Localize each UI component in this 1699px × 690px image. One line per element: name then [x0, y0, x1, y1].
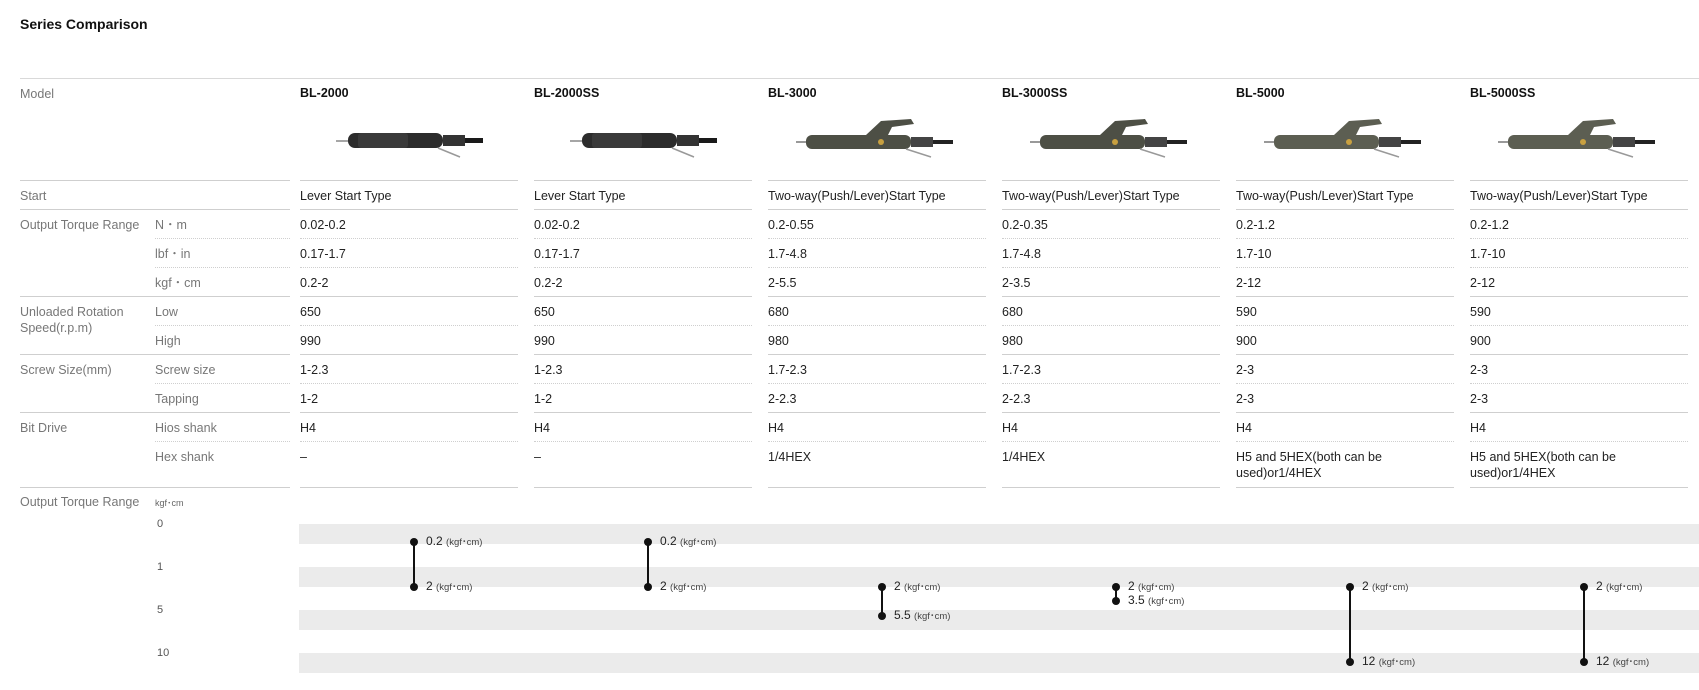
chart-min-value: 2 [1128, 579, 1135, 593]
screwdriver-image [562, 115, 732, 165]
row-divider [1236, 296, 1454, 297]
row-divider [1236, 354, 1454, 355]
row-divider-dotted [1470, 325, 1688, 326]
row-divider-dotted [300, 383, 518, 384]
model-name: BL-2000SS [534, 86, 600, 100]
chart-unit: (kgf･cm) [1606, 582, 1643, 593]
cell-start: Lever Start Type [300, 189, 392, 203]
row-divider [300, 180, 518, 181]
cell-screw-size: 1.7-2.3 [768, 363, 807, 377]
cell-kgf: 2-12 [1470, 276, 1496, 290]
row-divider [300, 487, 518, 488]
chart-unit: (kgf･cm) [1378, 657, 1416, 668]
cell-screw-size: 2-3 [1236, 363, 1255, 377]
cell-screw-size: 1-2.3 [534, 363, 563, 377]
row-divider [1236, 487, 1454, 488]
cell-lbf: 0.17-1.7 [300, 247, 346, 261]
cell-kgf: 2-12 [1236, 276, 1262, 290]
chart-min-point [878, 583, 886, 591]
row-divider [534, 296, 752, 297]
row-divider [1236, 412, 1454, 413]
cell-hios: H4 [1470, 421, 1486, 435]
chart-band [299, 653, 1699, 673]
row-divider [1470, 180, 1688, 181]
row-divider-dotted [1236, 238, 1454, 239]
cell-hios: H4 [1236, 421, 1252, 435]
sub-label-screw-size: Screw size [155, 363, 216, 377]
row-divider [1470, 487, 1688, 488]
row-divider [300, 354, 518, 355]
row-divider-dotted [300, 238, 518, 239]
row-label-bit: Bit Drive [20, 421, 68, 435]
screwdriver-image [328, 115, 498, 165]
row-divider-dotted [1002, 325, 1220, 326]
model-name: BL-5000 [1236, 86, 1285, 100]
cell-high: 980 [768, 334, 789, 348]
sub-label-high: High [155, 334, 181, 348]
cell-hex: 1/4HEX [768, 450, 812, 464]
cell-high: 990 [534, 334, 555, 348]
cell-tapping: 2-3 [1470, 392, 1489, 406]
chart-min-point [410, 538, 418, 546]
row-divider [20, 487, 290, 488]
row-divider [1002, 354, 1220, 355]
row-divider [1236, 209, 1454, 210]
row-divider-dotted [768, 238, 986, 239]
chart-max-value: 2 [660, 579, 667, 593]
cell-screw-size: 1.7-2.3 [1002, 363, 1041, 377]
row-divider [534, 412, 752, 413]
row-divider [1002, 296, 1220, 297]
cell-high: 990 [300, 334, 321, 348]
page-title: Series Comparison [20, 16, 148, 32]
row-divider [1470, 296, 1688, 297]
sub-label-lbf: lbf・in [155, 247, 191, 261]
row-divider-dotted [1236, 383, 1454, 384]
row-divider [534, 180, 752, 181]
chart-unit: (kgf･cm) [1612, 657, 1650, 668]
cell-hex: H5 and 5HEX(both can be used)or1/4HEX [1470, 450, 1616, 480]
row-divider-dotted [1002, 383, 1220, 384]
row-label-start: Start [20, 189, 47, 203]
chart-unit: (kgf･cm) [914, 611, 951, 622]
row-divider-dotted [1236, 267, 1454, 268]
sub-label-hios: Hios shank [155, 421, 217, 435]
chart-unit: (kgf･cm) [680, 537, 717, 548]
cell-start: Two-way(Push/Lever)Start Type [1002, 189, 1180, 203]
cell-hex: 1/4HEX [1002, 450, 1046, 464]
chart-max-label [1362, 654, 1415, 670]
sub-label-tapping: Tapping [155, 392, 199, 406]
chart-min-label [660, 534, 716, 550]
row-divider-dotted [1236, 325, 1454, 326]
row-divider-dotted [300, 325, 518, 326]
cell-hex: – [534, 450, 541, 464]
cell-low: 680 [768, 305, 789, 319]
row-divider-dotted [300, 441, 518, 442]
cell-hex: H5 and 5HEX(both can be used)or1/4HEX [1236, 450, 1382, 480]
chart-range-line [1583, 587, 1585, 662]
model-name: BL-2000 [300, 86, 349, 100]
row-divider [1002, 487, 1220, 488]
cell-lbf: 0.17-1.7 [534, 247, 580, 261]
row-divider-dotted [155, 238, 290, 239]
row-divider-dotted [1002, 267, 1220, 268]
row-divider-dotted [1470, 383, 1688, 384]
chart-min-label [426, 534, 482, 550]
row-divider-dotted [155, 441, 290, 442]
chart-min-label [1596, 579, 1642, 595]
cell-lbf: 1.7-4.8 [1002, 247, 1041, 261]
cell-start: Two-way(Push/Lever)Start Type [768, 189, 946, 203]
cell-low: 650 [534, 305, 555, 319]
row-divider [1002, 209, 1220, 210]
row-label-screw: Screw Size(mm) [20, 363, 112, 377]
cell-nm: 0.02-0.2 [300, 218, 346, 232]
chart-unit: (kgf･cm) [1138, 582, 1175, 593]
chart-unit: (kgf･cm) [670, 582, 707, 593]
chart-min-value: 2 [1362, 579, 1369, 593]
row-divider [534, 209, 752, 210]
row-divider-dotted [768, 383, 986, 384]
model-name: BL-5000SS [1470, 86, 1536, 100]
chart-max-value: 2 [426, 579, 433, 593]
row-divider [768, 296, 986, 297]
row-divider [1470, 412, 1688, 413]
cell-high: 980 [1002, 334, 1023, 348]
row-divider [20, 354, 290, 355]
cell-low: 590 [1470, 305, 1491, 319]
row-label-chart: Output Torque Range [20, 495, 140, 509]
chart-max-point [878, 612, 886, 620]
chart-tick-label: 5 [157, 604, 164, 616]
row-divider [768, 180, 986, 181]
row-divider-dotted [155, 383, 290, 384]
row-divider-dotted [1470, 238, 1688, 239]
screwdriver-image [1498, 115, 1668, 165]
chart-range-line [413, 542, 415, 587]
screwdriver-image [1264, 115, 1434, 165]
sub-label-kgf: kgf・cm [155, 276, 201, 290]
cell-low: 680 [1002, 305, 1023, 319]
chart-min-value: 2 [894, 579, 901, 593]
cell-lbf: 1.7-4.8 [768, 247, 807, 261]
row-divider [20, 412, 290, 413]
chart-min-label [894, 579, 940, 595]
row-divider [20, 180, 290, 181]
cell-kgf: 0.2-2 [300, 276, 329, 290]
cell-nm: 0.2-0.55 [768, 218, 814, 232]
row-divider [768, 209, 986, 210]
chart-unit: (kgf･cm) [904, 582, 941, 593]
row-divider-dotted [155, 325, 290, 326]
cell-screw-size: 2-3 [1470, 363, 1489, 377]
chart-max-point [1112, 597, 1120, 605]
row-divider [300, 412, 518, 413]
row-divider [768, 487, 986, 488]
screwdriver-image [796, 115, 966, 165]
chart-range-line [647, 542, 649, 587]
cell-start: Lever Start Type [534, 189, 626, 203]
row-divider [20, 209, 290, 210]
row-divider-dotted [1470, 441, 1688, 442]
cell-tapping: 1-2 [300, 392, 319, 406]
sub-label-nm: N・m [155, 218, 187, 232]
chart-max-point [1346, 658, 1354, 666]
row-divider-dotted [534, 441, 752, 442]
chart-min-point [644, 538, 652, 546]
cell-tapping: 2-2.3 [768, 392, 797, 406]
cell-nm: 0.2-1.2 [1236, 218, 1275, 232]
chart-range-line [1349, 587, 1351, 662]
model-name: BL-3000SS [1002, 86, 1068, 100]
sub-label-hex: Hex shank [155, 450, 215, 464]
chart-max-label [1596, 654, 1649, 670]
row-divider-dotted [768, 325, 986, 326]
row-label-speed: Unloaded Rotation Speed(r.p.m) [20, 305, 124, 335]
cell-tapping: 2-3 [1236, 392, 1255, 406]
chart-min-value: 0.2 [660, 534, 677, 548]
row-divider-dotted [534, 238, 752, 239]
cell-nm: 0.2-0.35 [1002, 218, 1048, 232]
cell-nm: 0.02-0.2 [534, 218, 580, 232]
chart-max-label [426, 579, 472, 595]
sub-label-low: Low [155, 305, 178, 319]
cell-screw-size: 1-2.3 [300, 363, 329, 377]
row-divider [1470, 354, 1688, 355]
row-divider-dotted [768, 267, 986, 268]
cell-nm: 0.2-1.2 [1470, 218, 1509, 232]
chart-unit: (kgf･cm) [1148, 595, 1185, 607]
chart-min-point [1580, 583, 1588, 591]
cell-low: 650 [300, 305, 321, 319]
chart-unit-label: kgf･cm [155, 498, 184, 508]
cell-high: 900 [1236, 334, 1257, 348]
cell-tapping: 1-2 [534, 392, 553, 406]
cell-start: Two-way(Push/Lever)Start Type [1236, 189, 1414, 203]
row-divider [1470, 209, 1688, 210]
screwdriver-image [1030, 115, 1200, 165]
chart-band [299, 524, 1699, 544]
cell-kgf: 2-3.5 [1002, 276, 1031, 290]
cell-tapping: 2-2.3 [1002, 392, 1031, 406]
row-label-torque: Output Torque Range [20, 218, 140, 232]
row-divider-dotted [534, 267, 752, 268]
chart-unit: (kgf･cm) [1372, 582, 1409, 593]
row-divider-dotted [534, 383, 752, 384]
row-label-model: Model [20, 87, 55, 101]
row-divider-dotted [300, 267, 518, 268]
chart-band [299, 610, 1699, 630]
cell-lbf: 1.7-10 [1236, 247, 1272, 261]
chart-max-point [1580, 658, 1588, 666]
chart-band [299, 567, 1699, 587]
cell-low: 590 [1236, 305, 1257, 319]
row-divider-dotted [1002, 441, 1220, 442]
row-divider [534, 487, 752, 488]
row-divider-dotted [1002, 238, 1220, 239]
chart-tick-label: 0 [157, 518, 164, 530]
row-divider [1002, 412, 1220, 413]
cell-start: Two-way(Push/Lever)Start Type [1470, 189, 1648, 203]
chart-min-point [1112, 583, 1120, 591]
model-name: BL-3000 [768, 86, 817, 100]
chart-min-label [1362, 579, 1408, 595]
chart-unit: (kgf･cm) [436, 582, 473, 593]
chart-min-value: 2 [1596, 579, 1603, 593]
row-divider-dotted [155, 267, 290, 268]
cell-kgf: 0.2-2 [534, 276, 563, 290]
row-divider [768, 354, 986, 355]
cell-hios: H4 [300, 421, 316, 435]
row-divider [1236, 180, 1454, 181]
cell-hios: H4 [768, 421, 784, 435]
row-divider-dotted [1236, 441, 1454, 442]
row-divider [1002, 180, 1220, 181]
chart-max-point [410, 583, 418, 591]
chart-max-label [1128, 593, 1184, 609]
row-divider [300, 296, 518, 297]
row-divider-dotted [768, 441, 986, 442]
row-divider-dotted [534, 325, 752, 326]
cell-hex: – [300, 450, 307, 464]
cell-kgf: 2-5.5 [768, 276, 797, 290]
cell-hios: H4 [1002, 421, 1018, 435]
row-divider [300, 209, 518, 210]
cell-hios: H4 [534, 421, 550, 435]
chart-max-value: 12 [1596, 654, 1610, 668]
cell-lbf: 1.7-10 [1470, 247, 1506, 261]
row-divider [768, 412, 986, 413]
chart-max-point [644, 583, 652, 591]
chart-min-value: 0.2 [426, 534, 443, 548]
chart-unit: (kgf･cm) [446, 537, 483, 548]
chart-max-value: 12 [1362, 654, 1376, 668]
chart-max-value: 3.5 [1128, 592, 1145, 607]
chart-max-value: 5.5 [894, 608, 911, 622]
chart-tick-label: 10 [157, 647, 170, 659]
row-divider-dotted [1470, 267, 1688, 268]
chart-max-label [894, 608, 950, 624]
chart-max-label [660, 579, 706, 595]
cell-high: 900 [1470, 334, 1491, 348]
table-top-divider [20, 78, 1699, 79]
row-divider [20, 296, 290, 297]
chart-min-point [1346, 583, 1354, 591]
chart-tick-label: 1 [157, 561, 164, 573]
row-divider [534, 354, 752, 355]
